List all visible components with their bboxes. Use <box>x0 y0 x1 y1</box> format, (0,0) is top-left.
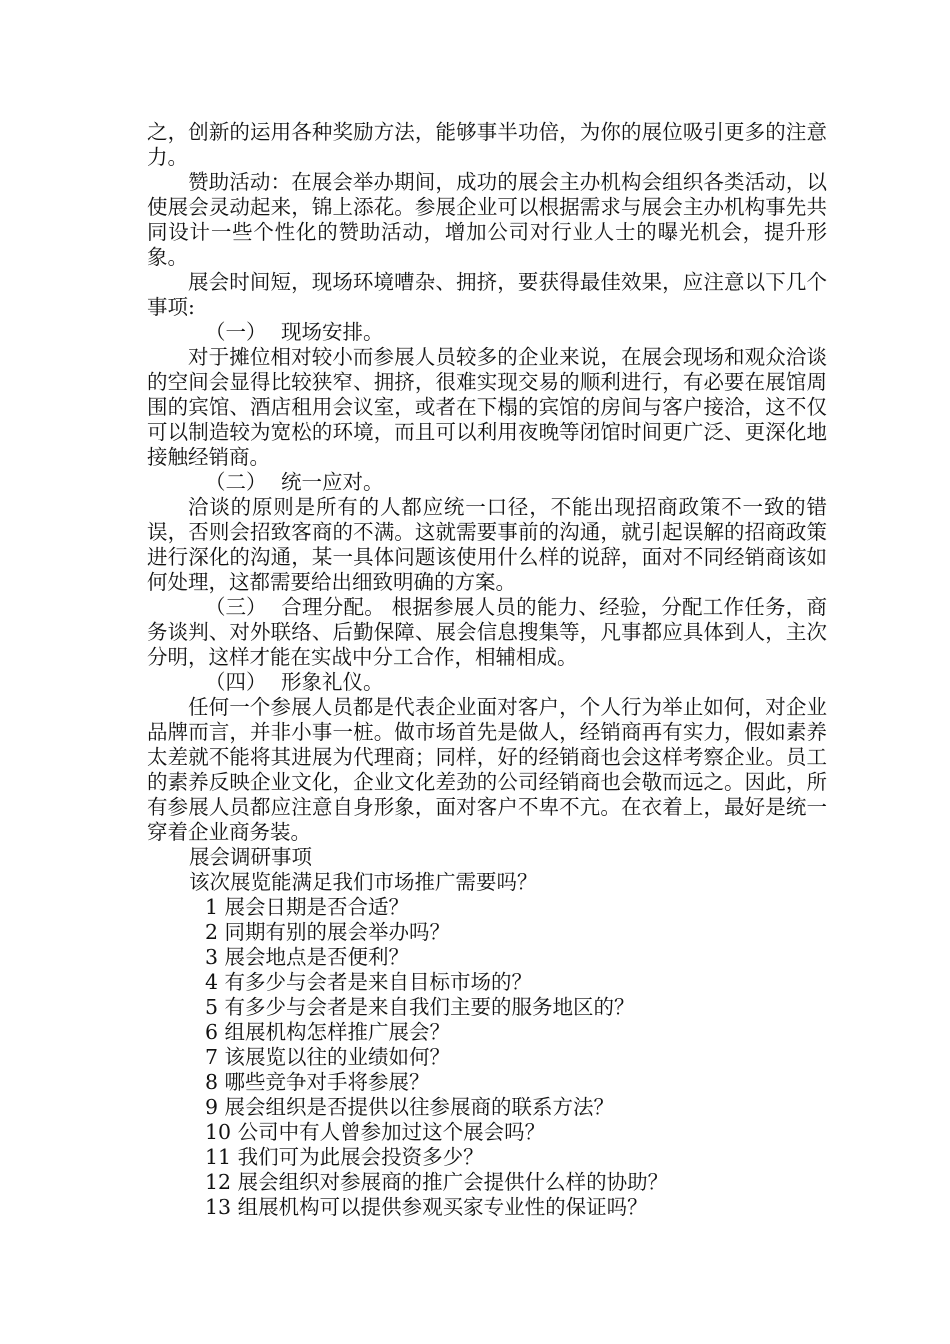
survey-item: 12 展会组织对参展商的推广会提供什么样的协助？ <box>205 1170 669 1194</box>
section-number: （二） <box>205 470 267 494</box>
survey-item: 13 组展机构可以提供参观买家专业性的保证吗？ <box>205 1195 648 1219</box>
survey-item: 2 同期有别的展会举办吗？ <box>205 920 451 944</box>
survey-item: 4 有多少与会者是来自目标市场的？ <box>205 970 533 994</box>
paragraph-sponsorship: 赞助活动：在展会举办期间，成功的展会主办机构会组织各类活动，以使展会灵动起来，锦上添花。参展企业可以根据需求与展会主办机构事先共同设计一些个性化的赞助活动，增加公司对行业人士的曝光机会，提升形象。 <box>147 170 827 269</box>
section-body: 合理分配。 根据参展人员的能力、经验，分配工作任务，商务谈判、对外联络、后勤保障、展会信息搜集等，凡事都应具体到人，主次分明，这样才能在实战中分工合作，相辅相成。 <box>147 595 827 669</box>
survey-question: 该次展览能满足我们市场推广需要吗？ <box>189 870 538 894</box>
section-number: （四） <box>205 670 267 694</box>
section-number: （一） <box>205 320 267 344</box>
survey-item: 3 展会地点是否便利？ <box>205 945 410 969</box>
paragraph-onsite: 对于摊位相对较小而参展人员较多的企业来说，在展会现场和观众洽谈的空间会显得比较狭窄、拥挤，很难实现交易的顺利进行，有必要在展馆周围的宾馆、酒店租用会议室，或者在下榻的宾馆的房间与客户接洽，这不仅可以制造较为宽松的环境，而且可以利用夜晚等闭馆时间更广泛、更深化地接触经销商。 <box>147 345 827 469</box>
section-number: （三） <box>205 595 267 619</box>
section-title: 形象礼仪。 <box>281 670 384 694</box>
section-title: 现场安排。 <box>281 320 384 344</box>
paragraph-continuation: 之，创新的运用各种奖励方法，能够事半功倍，为你的展位吸引更多的注意力。 <box>147 120 827 169</box>
paragraph-etiquette: 任何一个参展人员都是代表企业面对客户，个人行为举止如何，对企业品牌而言，并非小事一桩。做市场首先是做人，经销商再有实力，假如素养太差就不能将其进展为代理商；同样，好的经销商也会这样考察企业。员工的素养反映企业文化，企业文化差劲的公司经销商也会敬而远之。因此，所有参展人员都应注意自身形象，面对客户不卑不亢。在衣着上，最好是统一穿着企业商务装。 <box>147 695 827 844</box>
survey-item: 7 该展览以往的业绩如何？ <box>205 1045 451 1069</box>
paragraph-notes-intro: 展会时间短，现场环境嘈杂、拥挤，要获得最佳效果，应注意以下几个事项: <box>147 270 827 319</box>
paragraph-unified: 洽谈的原则是所有的人都应统一口径，不能出现招商政策不一致的错误，否则会招致客商的不满。这就需要事前的沟通，就引起误解的招商政策进行深化的沟通，某一具体问题该使用什么样的说辞，面对不同经销商该如何处理，这都需要给出细致明确的方案。 <box>147 495 827 594</box>
survey-title: 展会调研事项 <box>189 845 312 869</box>
section-heading-2 <box>147 470 827 495</box>
section-title: 统一应对。 <box>281 470 384 494</box>
section-heading-1 <box>147 320 827 345</box>
survey-item: 11 我们可为此展会投资多少？ <box>205 1145 484 1169</box>
document-page <box>147 120 827 1220</box>
survey-item: 9 展会组织是否提供以往参展商的联系方法？ <box>205 1095 615 1119</box>
survey-item: 8 哪些竞争对手将参展？ <box>205 1070 430 1094</box>
survey-item: 6 组展机构怎样推广展会？ <box>205 1020 451 1044</box>
survey-item: 5 有多少与会者是来自我们主要的服务地区的？ <box>205 995 635 1019</box>
section-heading-4 <box>147 670 827 695</box>
survey-item: 1 展会日期是否合适？ <box>205 895 410 919</box>
section-heading-3 <box>147 595 827 670</box>
survey-item: 10 公司中有人曾参加过这个展会吗？ <box>205 1120 546 1144</box>
